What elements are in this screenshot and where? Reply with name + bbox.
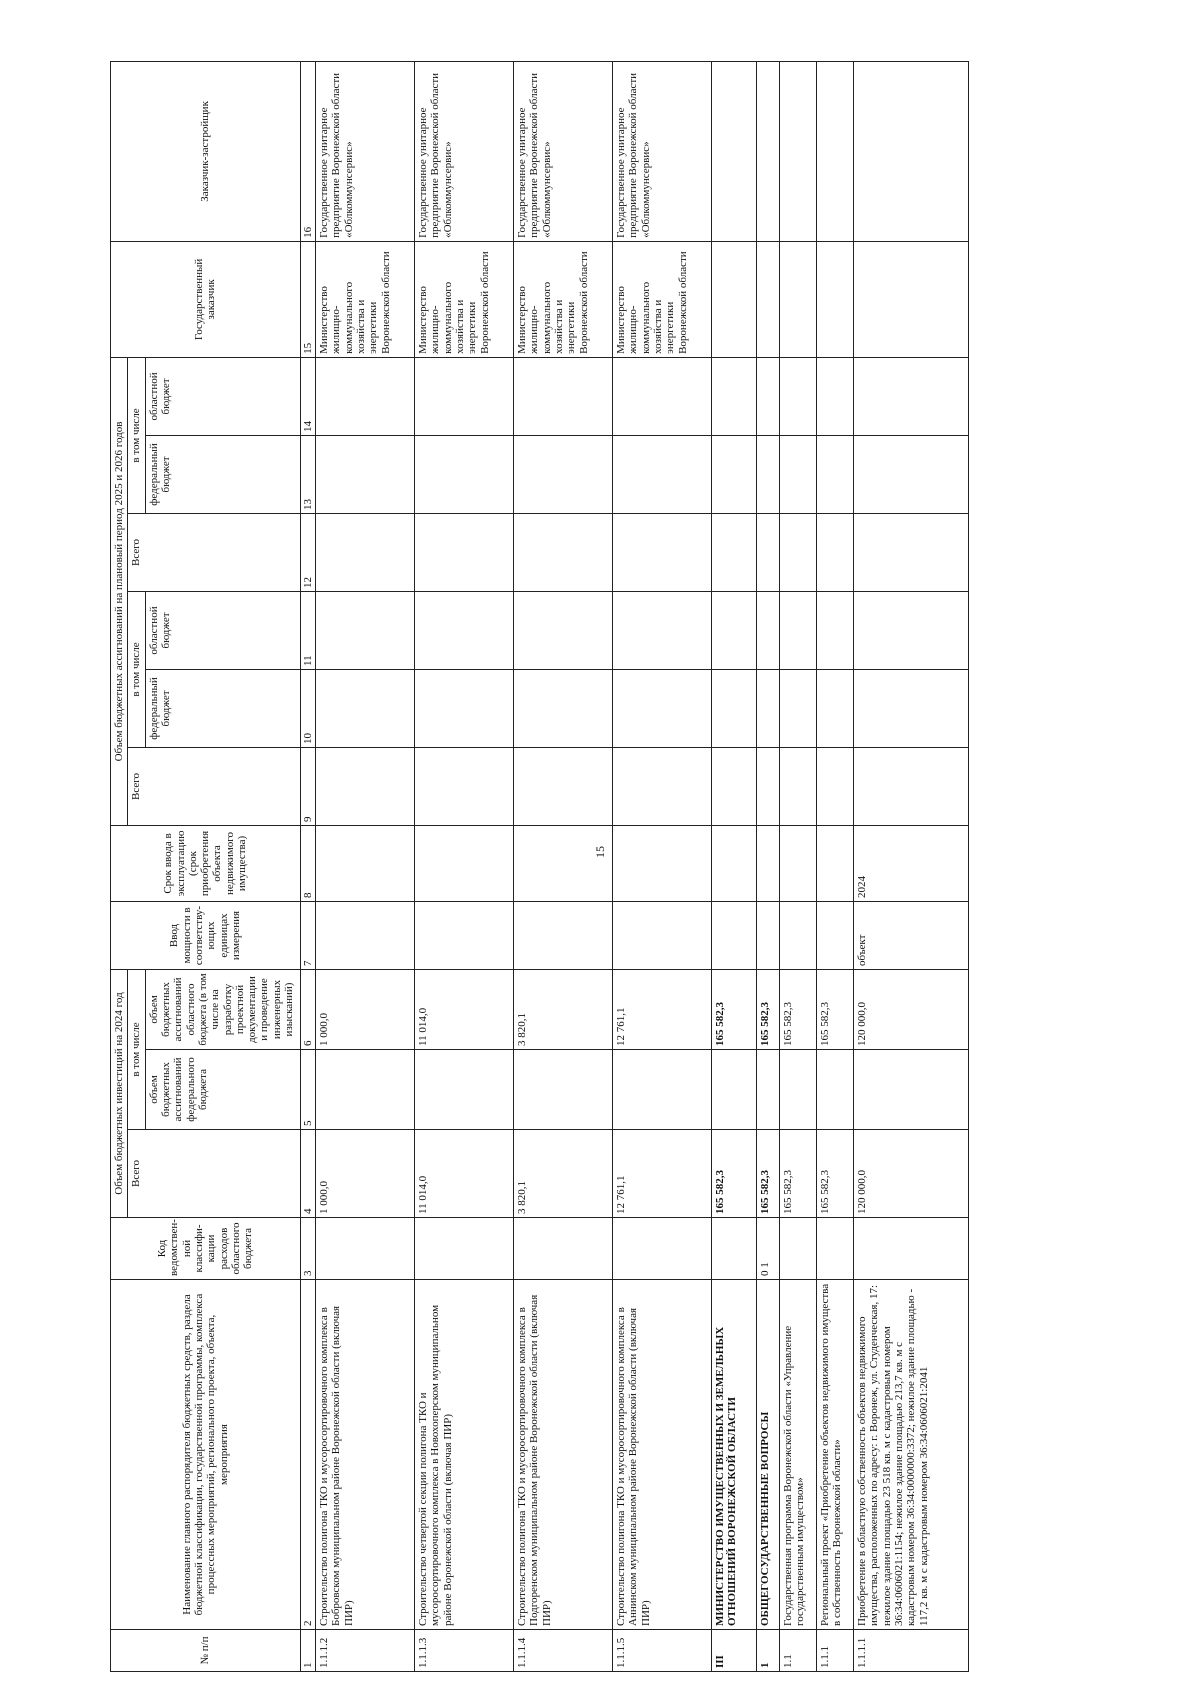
row-reg-2025	[513, 591, 612, 669]
row-fed-2025	[315, 669, 414, 747]
header-customer: Государственный заказчик	[111, 241, 301, 357]
row-fed-2025	[816, 669, 853, 747]
header-incl-2024: в том числе	[128, 969, 145, 1129]
row-code: 0 1	[756, 1218, 779, 1280]
column-number: 14	[300, 357, 315, 435]
row-fed-2024	[513, 1050, 612, 1130]
row-reg-2025	[612, 591, 711, 669]
row-code	[816, 1218, 853, 1280]
column-number: 1	[300, 1630, 315, 1672]
row-fed-2024	[711, 1050, 756, 1130]
row-total-2026	[816, 513, 853, 591]
header-no: № п/п	[111, 1630, 301, 1672]
row-fed-2025	[779, 669, 816, 747]
header-total-2026: Всего	[128, 513, 300, 591]
row-reg-2024: 11 014,0	[414, 969, 513, 1049]
column-number: 9	[300, 747, 315, 825]
row-fed-2026	[853, 435, 968, 513]
row-capacity	[315, 901, 414, 969]
row-developer: Государственное унитарное предприятие Воронежской области «Облкоммунсервис»	[612, 61, 711, 241]
row-total-2024: 165 582,3	[779, 1130, 816, 1218]
row-developer	[779, 61, 816, 241]
row-capacity	[612, 901, 711, 969]
row-reg-2025	[711, 591, 756, 669]
header-reg-2025: областной бюджет	[145, 591, 300, 669]
row-term	[612, 825, 711, 901]
row-reg-2024: 1 000,0	[315, 969, 414, 1049]
header-reg-2024: объем бюджетных ассигнований областного бюджета (в том числе на разработку проектной документации и проведение инженерных изысканий)	[145, 969, 300, 1049]
row-fed-2026	[612, 435, 711, 513]
row-code	[513, 1218, 612, 1280]
header-term: Срок ввода в эксплуатацию (срок приобретения объекта недвижимого имущества)	[111, 825, 301, 901]
row-total-2025	[756, 747, 779, 825]
row-reg-2025	[853, 591, 968, 669]
row-fed-2024	[756, 1050, 779, 1130]
table-row	[612, 61, 711, 1671]
table-row	[853, 61, 968, 1671]
row-name: Строительство полигона ТКО и мусоросортировочного комплекса в Подгоренском муниципальном районе Воронежской области (включая ПИР)	[513, 1280, 612, 1630]
row-fed-2024	[612, 1050, 711, 1130]
row-fed-2026	[513, 435, 612, 513]
row-reg-2025	[414, 591, 513, 669]
row-number: 1.1.1.3	[414, 1630, 513, 1672]
row-capacity	[756, 901, 779, 969]
row-capacity	[779, 901, 816, 969]
row-reg-2024: 165 582,3	[779, 969, 816, 1049]
row-reg-2026	[612, 357, 711, 435]
row-term	[414, 825, 513, 901]
row-name: ОБЩЕГОСУДАРСТВЕННЫЕ ВОПРОСЫ	[756, 1280, 779, 1630]
row-reg-2024: 165 582,3	[711, 969, 756, 1049]
row-developer: Государственное унитарное предприятие Воронежской области «Облкоммунсервис»	[315, 61, 414, 241]
column-number: 4	[300, 1130, 315, 1218]
row-developer: Государственное унитарное предприятие Воронежской области «Облкоммунсервис»	[513, 61, 612, 241]
row-reg-2026	[853, 357, 968, 435]
row-name: МИНИСТЕРСТВО ИМУЩЕСТВЕННЫХ И ЗЕМЕЛЬНЫХ ОТНОШЕНИЙ ВОРОНЕЖСКОЙ ОБЛАСТИ	[711, 1280, 756, 1630]
row-developer	[853, 61, 968, 241]
row-name: Приобретение в областную собственность объектов недвижимого имущества, расположенных по адресу: г. Воронеж, ул. Студенческая, 17: нежилое здание площадью 23 518 кв. м с кадастровым номером 36:34:0606021:1154; нежилое здание площадью 213,7 кв. м с кадастровым номером 36:34:0000000:3372; нежилое здание площадью - 117,2 кв. м с кадастровым номером 36:34:0606021:2041	[853, 1280, 968, 1630]
row-customer	[779, 241, 816, 357]
row-capacity	[816, 901, 853, 969]
header-developer: Заказчик-застройщик	[111, 61, 301, 241]
row-capacity: объект	[853, 901, 968, 969]
column-number: 11	[300, 591, 315, 669]
row-customer: Министерство жилищно-коммунального хозяйства и энергетики Воронежской области	[513, 241, 612, 357]
row-total-2026	[779, 513, 816, 591]
row-fed-2024	[779, 1050, 816, 1130]
row-fed-2025	[414, 669, 513, 747]
row-code	[711, 1218, 756, 1280]
header-vol2024: Объем бюджетных инвестиций на 2024 год	[111, 969, 128, 1217]
row-total-2026	[414, 513, 513, 591]
row-fed-2026	[756, 435, 779, 513]
column-number: 3	[300, 1218, 315, 1280]
row-reg-2026	[756, 357, 779, 435]
row-number: III	[711, 1630, 756, 1672]
row-reg-2025	[756, 591, 779, 669]
row-name: Строительство четвертой секции полигона ТКО и мусоросортировочного комплекса в Новохоперском муниципальном районе Воронежской области (включая ПИР)	[414, 1280, 513, 1630]
row-reg-2026	[315, 357, 414, 435]
row-term	[816, 825, 853, 901]
table-row	[816, 61, 853, 1671]
row-number: 1.1	[779, 1630, 816, 1672]
row-total-2024: 1 000,0	[315, 1130, 414, 1218]
row-term	[711, 825, 756, 901]
row-reg-2024: 165 582,3	[756, 969, 779, 1049]
row-reg-2024: 120 000,0	[853, 969, 968, 1049]
row-reg-2026	[816, 357, 853, 435]
row-developer	[711, 61, 756, 241]
table-row	[513, 61, 612, 1671]
investment-table	[110, 61, 969, 1672]
row-reg-2026	[711, 357, 756, 435]
row-term	[315, 825, 414, 901]
row-fed-2026	[711, 435, 756, 513]
row-customer: Министерство жилищно-коммунального хозяйства и энергетики Воронежской области	[414, 241, 513, 357]
header-fed-2024: объем бюджетных ассигнований федерального бюджета	[145, 1050, 300, 1130]
row-total-2024: 3 820,1	[513, 1130, 612, 1218]
row-reg-2025	[816, 591, 853, 669]
header-incl-2025: в том числе	[128, 591, 145, 747]
row-developer	[756, 61, 779, 241]
row-name: Государственная программа Воронежской области «Управление государственным имуществом»	[779, 1280, 816, 1630]
row-total-2024: 120 000,0	[853, 1130, 968, 1218]
row-fed-2025	[853, 669, 968, 747]
row-reg-2026	[779, 357, 816, 435]
row-fed-2024	[853, 1050, 968, 1130]
row-total-2026	[612, 513, 711, 591]
column-number: 8	[300, 825, 315, 901]
row-total-2026	[711, 513, 756, 591]
row-customer	[816, 241, 853, 357]
row-total-2024: 165 582,3	[816, 1130, 853, 1218]
header-capacity: Ввод мощности в соответству-ющих единицах измерения	[111, 901, 301, 969]
row-total-2024: 165 582,3	[756, 1130, 779, 1218]
row-name: Строительство полигона ТКО и мусоросортировочного комплекса в Бобровском муниципальном районе Воронежской области (включая ПИР)	[315, 1280, 414, 1630]
row-reg-2025	[315, 591, 414, 669]
row-fed-2026	[779, 435, 816, 513]
row-term	[756, 825, 779, 901]
page-number: 15	[593, 846, 607, 858]
row-code	[779, 1218, 816, 1280]
row-reg-2024: 3 820,1	[513, 969, 612, 1049]
table-row	[711, 61, 756, 1671]
row-fed-2025	[612, 669, 711, 747]
rotated-table-container	[110, 64, 1070, 1672]
header-total-2025: Всего	[128, 747, 300, 825]
row-code	[414, 1218, 513, 1280]
row-reg-2026	[414, 357, 513, 435]
column-number: 10	[300, 669, 315, 747]
row-total-2025	[779, 747, 816, 825]
row-total-2026	[756, 513, 779, 591]
column-number: 7	[300, 901, 315, 969]
header-code: Код ведомствен-ной классифи-кации расходов областного бюджета	[111, 1218, 301, 1280]
row-total-2025	[816, 747, 853, 825]
row-number: 1.1.1	[816, 1630, 853, 1672]
row-name: Региональный проект «Приобретение объектов недвижимого имущества в собственность Воронежской области»	[816, 1280, 853, 1630]
row-fed-2024	[414, 1050, 513, 1130]
row-term	[779, 825, 816, 901]
column-number: 12	[300, 513, 315, 591]
row-capacity	[711, 901, 756, 969]
row-number: 1.1.1.4	[513, 1630, 612, 1672]
row-number: 1.1.1.5	[612, 1630, 711, 1672]
row-customer	[756, 241, 779, 357]
column-number: 5	[300, 1050, 315, 1130]
row-fed-2024	[315, 1050, 414, 1130]
header-name: Наименование главного распорядителя бюджетных средств, раздела бюджетной классификации, государственной программы, комплекса процессных мероприятий, регионального проекта, объекта, мероприятия	[111, 1280, 301, 1630]
row-term	[513, 825, 612, 901]
row-developer	[816, 61, 853, 241]
row-total-2026	[513, 513, 612, 591]
row-total-2024: 12 761,1	[612, 1130, 711, 1218]
header-total-2024: Всего	[128, 1130, 300, 1218]
row-code	[853, 1218, 968, 1280]
row-name: Строительство полигона ТКО и мусоросортировочного комплекса в Аннинском муниципальном районе Воронежской области (включая ПИР)	[612, 1280, 711, 1630]
row-total-2025	[414, 747, 513, 825]
column-number: 15	[300, 241, 315, 357]
row-number: 1.1.1.2	[315, 1630, 414, 1672]
row-developer: Государственное унитарное предприятие Воронежской области «Облкоммунсервис»	[414, 61, 513, 241]
row-total-2024: 165 582,3	[711, 1130, 756, 1218]
row-capacity	[513, 901, 612, 969]
table-row	[315, 61, 414, 1671]
column-numbers-row	[300, 61, 315, 1671]
header-reg-2026: областной бюджет	[145, 357, 300, 435]
row-reg-2024: 12 761,1	[612, 969, 711, 1049]
row-reg-2024: 165 582,3	[816, 969, 853, 1049]
row-fed-2026	[315, 435, 414, 513]
table-row	[756, 61, 779, 1671]
row-customer: Министерство жилищно-коммунального хозяйства и энергетики Воронежской области	[315, 241, 414, 357]
row-customer: Министерство жилищно-коммунального хозяйства и энергетики Воронежской области	[612, 241, 711, 357]
row-number: 1.1.1.1	[853, 1630, 968, 1672]
column-number: 2	[300, 1280, 315, 1630]
column-number: 16	[300, 61, 315, 241]
table-row	[414, 61, 513, 1671]
row-fed-2025	[513, 669, 612, 747]
column-number: 13	[300, 435, 315, 513]
row-reg-2026	[513, 357, 612, 435]
row-customer	[711, 241, 756, 357]
row-term: 2024	[853, 825, 968, 901]
row-code	[612, 1218, 711, 1280]
row-number: 1	[756, 1630, 779, 1672]
header-incl-2026: в том числе	[128, 357, 145, 513]
row-capacity	[414, 901, 513, 969]
row-fed-2025	[711, 669, 756, 747]
row-total-2025	[513, 747, 612, 825]
row-customer	[853, 241, 968, 357]
row-total-2026	[853, 513, 968, 591]
row-code	[315, 1218, 414, 1280]
row-total-2026	[315, 513, 414, 591]
row-total-2025	[853, 747, 968, 825]
row-total-2025	[612, 747, 711, 825]
row-total-2025	[315, 747, 414, 825]
row-reg-2025	[779, 591, 816, 669]
row-fed-2024	[816, 1050, 853, 1130]
row-fed-2025	[756, 669, 779, 747]
row-total-2025	[711, 747, 756, 825]
row-fed-2026	[414, 435, 513, 513]
header-fed-2026: федеральный бюджет	[145, 435, 300, 513]
column-number: 6	[300, 969, 315, 1049]
header-plan: Объем бюджетных ассигнований на плановый период 2025 и 2026 годов	[111, 357, 128, 825]
table-row	[779, 61, 816, 1671]
row-total-2024: 11 014,0	[414, 1130, 513, 1218]
header-fed-2025: федеральный бюджет	[145, 669, 300, 747]
row-fed-2026	[816, 435, 853, 513]
